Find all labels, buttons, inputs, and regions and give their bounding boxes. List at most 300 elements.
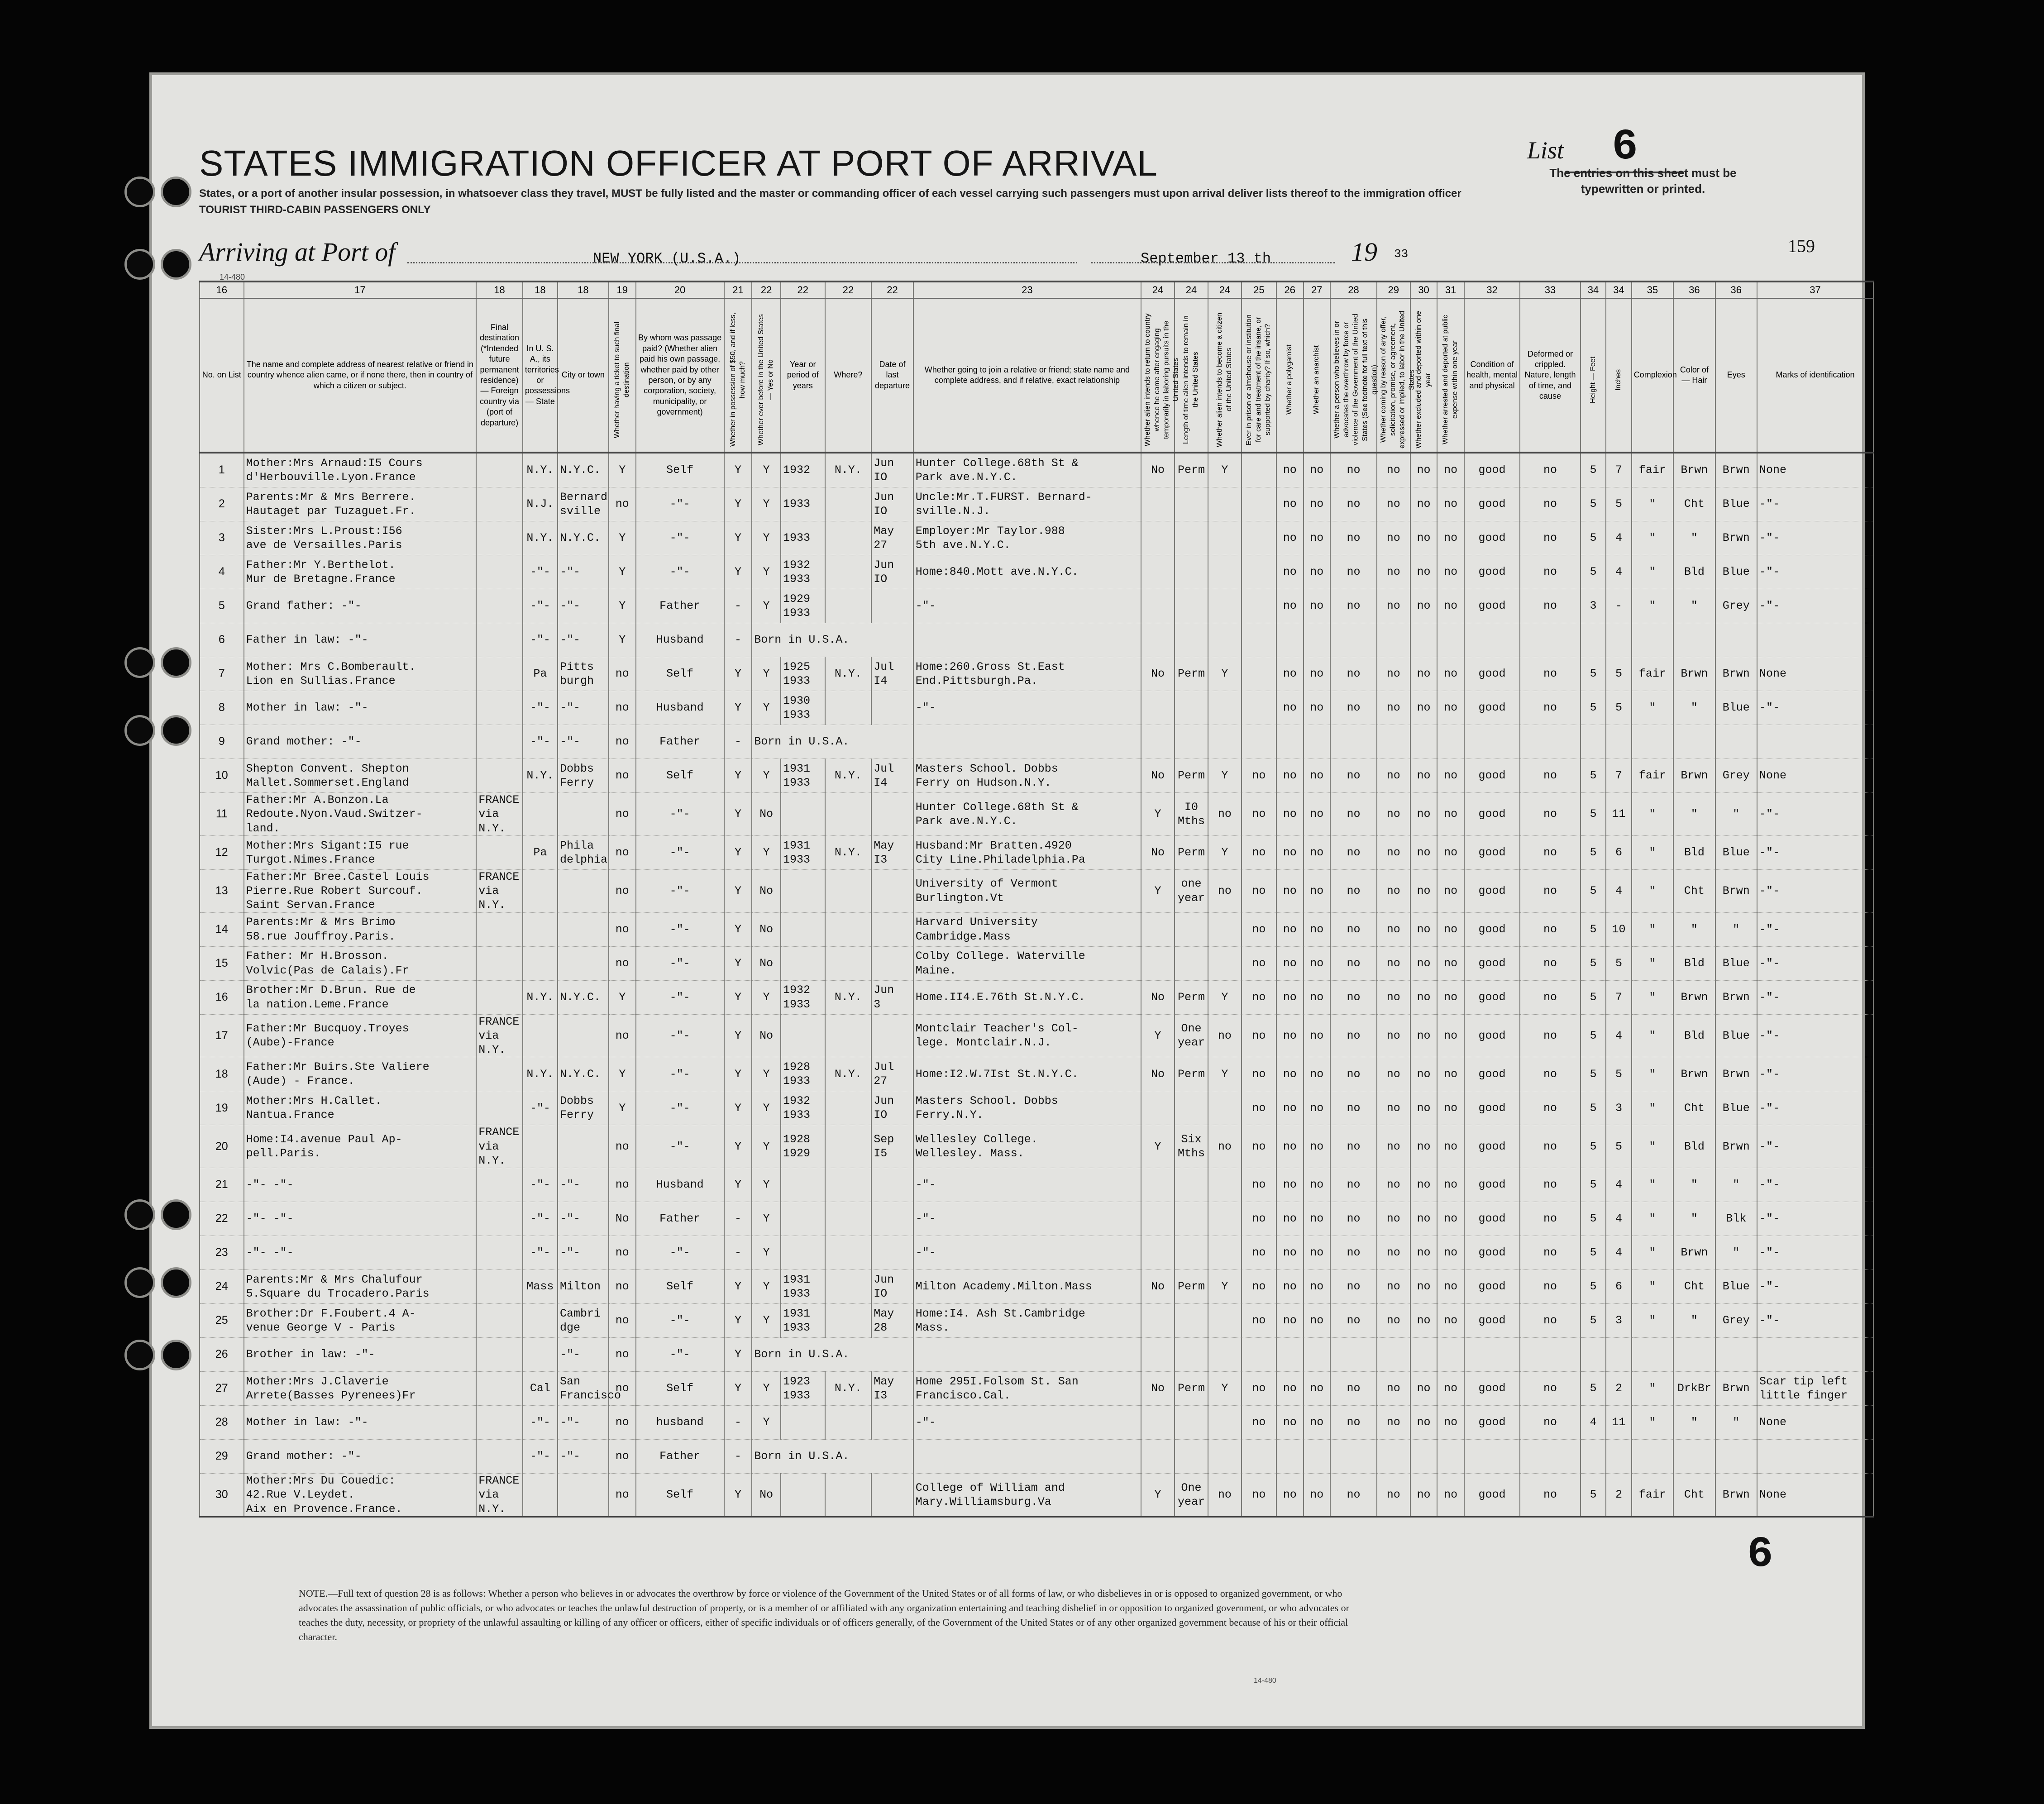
polygamist: no xyxy=(1276,555,1304,589)
deformed-crippled xyxy=(1520,1338,1581,1372)
eye-color: Blue xyxy=(1715,835,1757,869)
intends-citizen xyxy=(1208,1406,1242,1440)
deformed-crippled: no xyxy=(1520,521,1581,555)
column-caption xyxy=(1437,298,1464,453)
column-caption: No. on List xyxy=(200,298,244,453)
deformed-crippled: no xyxy=(1520,589,1581,623)
years-before: 1931 1933 xyxy=(781,1270,825,1304)
relative-address: Mother:Mrs Du Couedic: 42.Rue V.Leydet. Aix en Provence.France. xyxy=(244,1474,477,1517)
years-before: 1929 1933 xyxy=(781,589,825,623)
hair-color: Cht xyxy=(1673,487,1715,521)
intends-return xyxy=(1141,487,1175,521)
deformed-crippled: no xyxy=(1520,1091,1581,1125)
hair-color: Bld xyxy=(1673,555,1715,589)
years-before xyxy=(781,1014,825,1057)
money-50: Y xyxy=(724,691,752,725)
last-departure xyxy=(871,1202,913,1236)
column-number: 30 xyxy=(1410,282,1437,298)
years-before xyxy=(781,1202,825,1236)
page-title: STATES IMMIGRATION OFFICER AT PORT OF ARRIVAL xyxy=(199,143,1158,183)
eye-color: Brwn xyxy=(1715,980,1757,1014)
years-before: 1928 1933 xyxy=(781,1057,825,1091)
joining-relative: -"- xyxy=(913,1202,1141,1236)
destination-city: Cambri dge xyxy=(558,1304,609,1338)
column-number: 34 xyxy=(1606,282,1631,298)
where-before: N.Y. xyxy=(825,980,872,1014)
destination-state: N.Y. xyxy=(523,759,558,793)
manifest-sheet xyxy=(149,72,1865,1729)
hair-color: " xyxy=(1673,589,1715,623)
polygamist: no xyxy=(1276,1168,1304,1202)
relative-address: Parents:Mr & Mrs Chalufour 5.Square du Trocadero.Paris xyxy=(244,1270,477,1304)
polygamist: no xyxy=(1276,1057,1304,1091)
foreign-via xyxy=(476,555,523,589)
intends-return: No xyxy=(1141,980,1175,1014)
height-feet: 5 xyxy=(1581,835,1606,869)
excluded-deported: no xyxy=(1410,1304,1437,1338)
destination-state: -"- xyxy=(523,1236,558,1270)
table-row xyxy=(200,1236,1873,1270)
joining-relative: Harvard University Cambridge.Mass xyxy=(913,912,1141,946)
intends-return: No xyxy=(1141,1372,1175,1406)
table-row xyxy=(200,1091,1873,1125)
table-row xyxy=(200,589,1873,623)
hair-color xyxy=(1673,1440,1715,1474)
where-before xyxy=(825,1014,872,1057)
intends-citizen: Y xyxy=(1208,980,1242,1014)
arrested-deported: no xyxy=(1437,691,1464,725)
row-number: 21 xyxy=(200,1168,244,1202)
footer-form-code: 14-480 xyxy=(1254,1677,1276,1685)
labor-offer: no xyxy=(1377,793,1410,836)
deformed-crippled xyxy=(1520,623,1581,657)
height-inches: 4 xyxy=(1606,555,1631,589)
height-feet: 5 xyxy=(1581,980,1606,1014)
arrested-deported: no xyxy=(1437,1014,1464,1057)
excluded-deported: no xyxy=(1410,487,1437,521)
destination-city: -"- xyxy=(558,589,609,623)
relative-address: Mother in law: -"- xyxy=(244,1406,477,1440)
excluded-deported: no xyxy=(1410,521,1437,555)
height-inches: 5 xyxy=(1606,487,1631,521)
where-before xyxy=(825,1125,872,1168)
last-departure: Jun IO xyxy=(871,1091,913,1125)
polygamist: no xyxy=(1276,657,1304,691)
complexion: " xyxy=(1632,980,1673,1014)
anarchist: no xyxy=(1304,589,1331,623)
money-50: - xyxy=(724,623,752,657)
excluded-deported xyxy=(1410,623,1437,657)
year-suffix: 33 xyxy=(1394,247,1409,261)
excluded-deported: no xyxy=(1410,589,1437,623)
row-number: 23 xyxy=(200,1236,244,1270)
length-of-stay xyxy=(1175,521,1208,555)
foreign-via xyxy=(476,1168,523,1202)
eye-color xyxy=(1715,623,1757,657)
prison-almshouse xyxy=(1242,623,1276,657)
excluded-deported: no xyxy=(1410,1057,1437,1091)
footnote-question-28: NOTE.—Full text of question 28 is as follows: Whether a person who believes in or advocates the overthrow by force or violence of the Government of the United States or of all forms of law, or who disbelieves in or is opposed to organized government, or who advocates the assassination of public officials, or who advocates or teaches the unlawful destruction of property, or is a member of or affiliated with any organization entertaining and teaching disbelief in or opposition to organized government, or who advocates or teaches the duty, necessity, or propriety of the unlawful assaulting or killing of any officer or officers, either of specific individuals or of officers generally, of the Government of the United States or of any other organized government because of his or their official character. xyxy=(299,1588,1349,1642)
last-departure: May 28 xyxy=(871,1304,913,1338)
row-number: 1 xyxy=(200,453,244,487)
been-before: Y xyxy=(752,1168,781,1202)
where-before: N.Y. xyxy=(825,1057,872,1091)
binder-hole xyxy=(124,647,155,678)
row-number: 9 xyxy=(200,725,244,759)
excluded-deported: no xyxy=(1410,759,1437,793)
prison-almshouse xyxy=(1242,521,1276,555)
port-value: NEW YORK (U.S.A.) xyxy=(593,250,741,267)
health-condition: good xyxy=(1464,1057,1520,1091)
labor-offer xyxy=(1377,623,1410,657)
foreign-via xyxy=(476,521,523,555)
health-condition: good xyxy=(1464,1474,1520,1517)
identification-marks: -"- xyxy=(1757,1014,1873,1057)
ticket: no xyxy=(609,1270,636,1304)
destination-state: -"- xyxy=(523,725,558,759)
column-caption-text: Height — Feet xyxy=(1589,356,1597,403)
excluded-deported xyxy=(1410,725,1437,759)
money-50: Y xyxy=(724,1091,752,1125)
complexion: " xyxy=(1632,793,1673,836)
money-50: Y xyxy=(724,1125,752,1168)
table-row xyxy=(200,835,1873,869)
anarchist: no xyxy=(1304,1406,1331,1440)
column-number: 26 xyxy=(1276,282,1304,298)
destination-city xyxy=(558,1474,609,1517)
destination-state: -"- xyxy=(523,1440,558,1474)
intends-citizen: no xyxy=(1208,1014,1242,1057)
destination-city: Milton xyxy=(558,1270,609,1304)
passage-paid-by: husband xyxy=(636,1406,724,1440)
identification-marks: -"- xyxy=(1757,589,1873,623)
relative-address: Brother in law: -"- xyxy=(244,1338,477,1372)
column-caption-text: Inches xyxy=(1614,369,1623,391)
relative-address: Father: Mr H.Brosson. Volvic(Pas de Calais).Fr xyxy=(244,946,477,980)
anarchist: no xyxy=(1304,1014,1331,1057)
arrested-deported: no xyxy=(1437,912,1464,946)
years-before xyxy=(781,793,825,836)
sheet-number: 6 xyxy=(1747,1530,1773,1579)
relative-address: Father:Mr Bree.Castel Louis Pierre.Rue Robert Surcouf. Saint Servan.France xyxy=(244,869,477,912)
ticket: Y xyxy=(609,623,636,657)
destination-city xyxy=(558,869,609,912)
destination-state: -"- xyxy=(523,1168,558,1202)
destination-state xyxy=(523,869,558,912)
passage-paid-by: -"- xyxy=(636,980,724,1014)
complexion: " xyxy=(1632,1168,1673,1202)
money-50: - xyxy=(724,1236,752,1270)
binder-hole xyxy=(124,249,155,280)
height-inches: 5 xyxy=(1606,691,1631,725)
prison-almshouse: no xyxy=(1242,1406,1276,1440)
eye-color: " xyxy=(1715,1406,1757,1440)
passage-paid-by: -"- xyxy=(636,793,724,836)
length-of-stay xyxy=(1175,589,1208,623)
deformed-crippled: no xyxy=(1520,1168,1581,1202)
hair-color: Brwn xyxy=(1673,657,1715,691)
years-before xyxy=(781,869,825,912)
complexion: " xyxy=(1632,835,1673,869)
joining-relative: -"- xyxy=(913,1236,1141,1270)
foreign-via xyxy=(476,623,523,657)
excluded-deported: no xyxy=(1410,1372,1437,1406)
column-number: 21 xyxy=(724,282,752,298)
health-condition: good xyxy=(1464,1270,1520,1304)
binder-hole xyxy=(124,1340,155,1370)
complexion: " xyxy=(1632,487,1673,521)
foreign-via xyxy=(476,1091,523,1125)
identification-marks: -"- xyxy=(1757,1168,1873,1202)
height-inches: 3 xyxy=(1606,1091,1631,1125)
ticket: no xyxy=(609,691,636,725)
excluded-deported xyxy=(1410,1338,1437,1372)
length-of-stay: Perm xyxy=(1175,759,1208,793)
years-before: 1931 1933 xyxy=(781,1304,825,1338)
years-before: 1932 1933 xyxy=(781,555,825,589)
height-feet: 5 xyxy=(1581,1091,1606,1125)
money-50: Y xyxy=(724,1270,752,1304)
passage-paid-by: -"- xyxy=(636,946,724,980)
question-28: no xyxy=(1330,521,1377,555)
excluded-deported: no xyxy=(1410,1474,1437,1517)
anarchist: no xyxy=(1304,793,1331,836)
intends-return xyxy=(1141,521,1175,555)
column-caption: Complexion xyxy=(1632,298,1673,453)
deformed-crippled: no xyxy=(1520,1125,1581,1168)
intends-return: Y xyxy=(1141,793,1175,836)
height-feet: 5 xyxy=(1581,691,1606,725)
where-before: N.Y. xyxy=(825,835,872,869)
ticket: no xyxy=(609,869,636,912)
money-50: Y xyxy=(724,759,752,793)
table-row xyxy=(200,759,1873,793)
eye-color xyxy=(1715,1338,1757,1372)
column-caption xyxy=(1141,298,1180,453)
labor-offer: no xyxy=(1377,946,1410,980)
height-inches: 4 xyxy=(1606,869,1631,912)
relative-address: Mother in law: -"- xyxy=(244,691,477,725)
identification-marks xyxy=(1757,1338,1873,1372)
column-number: 22 xyxy=(871,282,913,298)
row-number: 15 xyxy=(200,946,244,980)
where-before xyxy=(825,1270,872,1304)
column-number: 22 xyxy=(825,282,872,298)
eye-color: Grey xyxy=(1715,759,1757,793)
been-before: Y xyxy=(752,1057,781,1091)
polygamist xyxy=(1276,1440,1304,1474)
deformed-crippled: no xyxy=(1520,793,1581,836)
been-before: No xyxy=(752,1014,781,1057)
question-28: no xyxy=(1330,1057,1377,1091)
intends-citizen xyxy=(1208,1236,1242,1270)
complexion: " xyxy=(1632,1125,1673,1168)
height-feet: 5 xyxy=(1581,555,1606,589)
prison-almshouse xyxy=(1242,1338,1276,1372)
column-caption-text: Whether a polygamist xyxy=(1285,344,1294,415)
intends-return xyxy=(1141,1304,1175,1338)
complexion: " xyxy=(1632,946,1673,980)
health-condition: good xyxy=(1464,869,1520,912)
row-number: 22 xyxy=(200,1202,244,1236)
passage-paid-by: Father xyxy=(636,725,724,759)
ticket: no xyxy=(609,725,636,759)
anarchist: no xyxy=(1304,1125,1331,1168)
intends-citizen xyxy=(1208,912,1242,946)
passage-paid-by: -"- xyxy=(636,1304,724,1338)
destination-city: San Francisco xyxy=(558,1372,609,1406)
been-before: Y xyxy=(752,1125,781,1168)
joining-relative: -"- xyxy=(913,1168,1141,1202)
intends-citizen xyxy=(1208,1202,1242,1236)
column-number: 28 xyxy=(1330,282,1377,298)
passage-paid-by: -"- xyxy=(636,521,724,555)
binder-hole xyxy=(124,715,155,746)
height-feet: 5 xyxy=(1581,1236,1606,1270)
question-28: no xyxy=(1330,555,1377,589)
column-caption xyxy=(1410,298,1437,453)
prison-almshouse: no xyxy=(1242,759,1276,793)
ticket: Y xyxy=(609,521,636,555)
arrested-deported: no xyxy=(1437,589,1464,623)
money-50: Y xyxy=(724,555,752,589)
foreign-via xyxy=(476,657,523,691)
polygamist: no xyxy=(1276,980,1304,1014)
labor-offer: no xyxy=(1377,1304,1410,1338)
destination-state xyxy=(523,1014,558,1057)
prison-almshouse: no xyxy=(1242,946,1276,980)
complexion: " xyxy=(1632,912,1673,946)
complexion: " xyxy=(1632,1014,1673,1057)
where-before xyxy=(825,1406,872,1440)
row-number: 25 xyxy=(200,1304,244,1338)
polygamist: no xyxy=(1276,1372,1304,1406)
binder-hole xyxy=(161,647,191,678)
polygamist: no xyxy=(1276,1125,1304,1168)
ticket: no xyxy=(609,1125,636,1168)
hair-color: " xyxy=(1673,691,1715,725)
height-feet: 5 xyxy=(1581,1014,1606,1057)
column-number: 31 xyxy=(1437,282,1464,298)
identification-marks xyxy=(1757,1440,1873,1474)
hair-color: " xyxy=(1673,1168,1715,1202)
table-row xyxy=(200,1372,1873,1406)
last-departure xyxy=(871,1014,913,1057)
joining-relative: Home:840.Mott ave.N.Y.C. xyxy=(913,555,1141,589)
table-row xyxy=(200,1406,1873,1440)
polygamist: no xyxy=(1276,1091,1304,1125)
polygamist: no xyxy=(1276,1270,1304,1304)
deformed-crippled: no xyxy=(1520,1202,1581,1236)
excluded-deported: no xyxy=(1410,912,1437,946)
intends-return xyxy=(1141,1406,1175,1440)
tourist-line: TOURIST THIRD-CABIN PASSENGERS ONLY xyxy=(199,204,431,216)
complexion: " xyxy=(1632,1372,1673,1406)
height-inches: 3 xyxy=(1606,1304,1631,1338)
column-number: 18 xyxy=(523,282,558,298)
health-condition: good xyxy=(1464,589,1520,623)
destination-state: -"- xyxy=(523,1406,558,1440)
row-number: 10 xyxy=(200,759,244,793)
identification-marks: Scar tip left little finger xyxy=(1757,1372,1873,1406)
health-condition: good xyxy=(1464,835,1520,869)
prison-almshouse: no xyxy=(1242,1168,1276,1202)
row-number: 29 xyxy=(200,1440,244,1474)
hair-color: Brwn xyxy=(1673,1236,1715,1270)
question-28 xyxy=(1330,725,1377,759)
prison-almshouse: no xyxy=(1242,869,1276,912)
column-caption-text: Whether coming by reason of any offer, solicitation, promise, or agreement, expressed or implied, to labor in the United States xyxy=(1379,310,1416,449)
question-28: no xyxy=(1330,487,1377,521)
eye-color: Blue xyxy=(1715,487,1757,521)
foreign-via xyxy=(476,1236,523,1270)
polygamist: no xyxy=(1276,793,1304,836)
labor-offer: no xyxy=(1377,453,1410,487)
money-50: - xyxy=(724,1440,752,1474)
length-of-stay: Perm xyxy=(1175,657,1208,691)
eye-color: Grey xyxy=(1715,1304,1757,1338)
where-before xyxy=(825,1091,872,1125)
complexion: " xyxy=(1632,869,1673,912)
labor-offer: no xyxy=(1377,555,1410,589)
column-caption-row xyxy=(200,298,1873,453)
height-feet: 5 xyxy=(1581,912,1606,946)
eye-color: Brwn xyxy=(1715,1057,1757,1091)
length-of-stay xyxy=(1175,555,1208,589)
years-before xyxy=(781,1406,825,1440)
deformed-crippled: no xyxy=(1520,869,1581,912)
polygamist: no xyxy=(1276,1236,1304,1270)
intends-citizen: Y xyxy=(1208,835,1242,869)
complexion: " xyxy=(1632,1304,1673,1338)
relative-address: Brother:Mr D.Brun. Rue de la nation.Leme.France xyxy=(244,980,477,1014)
been-before: Y xyxy=(752,691,781,725)
length-of-stay xyxy=(1175,1202,1208,1236)
height-feet: 5 xyxy=(1581,1304,1606,1338)
row-number: 4 xyxy=(200,555,244,589)
length-of-stay xyxy=(1175,1091,1208,1125)
row-number: 12 xyxy=(200,835,244,869)
column-number: 24 xyxy=(1175,282,1208,298)
labor-offer: no xyxy=(1377,912,1410,946)
excluded-deported: no xyxy=(1410,1270,1437,1304)
row-number: 27 xyxy=(200,1372,244,1406)
arrested-deported: no xyxy=(1437,869,1464,912)
passage-paid-by: -"- xyxy=(636,1125,724,1168)
money-50: - xyxy=(724,1202,752,1236)
destination-city xyxy=(558,1125,609,1168)
identification-marks: -"- xyxy=(1757,691,1873,725)
question-28: no xyxy=(1330,589,1377,623)
height-feet: 5 xyxy=(1581,1474,1606,1517)
hair-color: " xyxy=(1673,1202,1715,1236)
destination-city: N.Y.C. xyxy=(558,980,609,1014)
prison-almshouse: no xyxy=(1242,1091,1276,1125)
relative-address: Grand mother: -"- xyxy=(244,1440,477,1474)
relative-address: Parents:Mr & Mrs Brimo 58.rue Jouffroy.Paris. xyxy=(244,912,477,946)
height-inches xyxy=(1606,725,1631,759)
polygamist xyxy=(1276,725,1304,759)
last-departure xyxy=(871,1236,913,1270)
deformed-crippled xyxy=(1520,1440,1581,1474)
been-before: Born in U.S.A. xyxy=(752,1338,913,1372)
arrested-deported xyxy=(1437,623,1464,657)
row-number: 24 xyxy=(200,1270,244,1304)
destination-city: Phila delphia xyxy=(558,835,609,869)
column-caption xyxy=(1377,298,1416,453)
deformed-crippled: no xyxy=(1520,912,1581,946)
passage-paid-by: Self xyxy=(636,1270,724,1304)
